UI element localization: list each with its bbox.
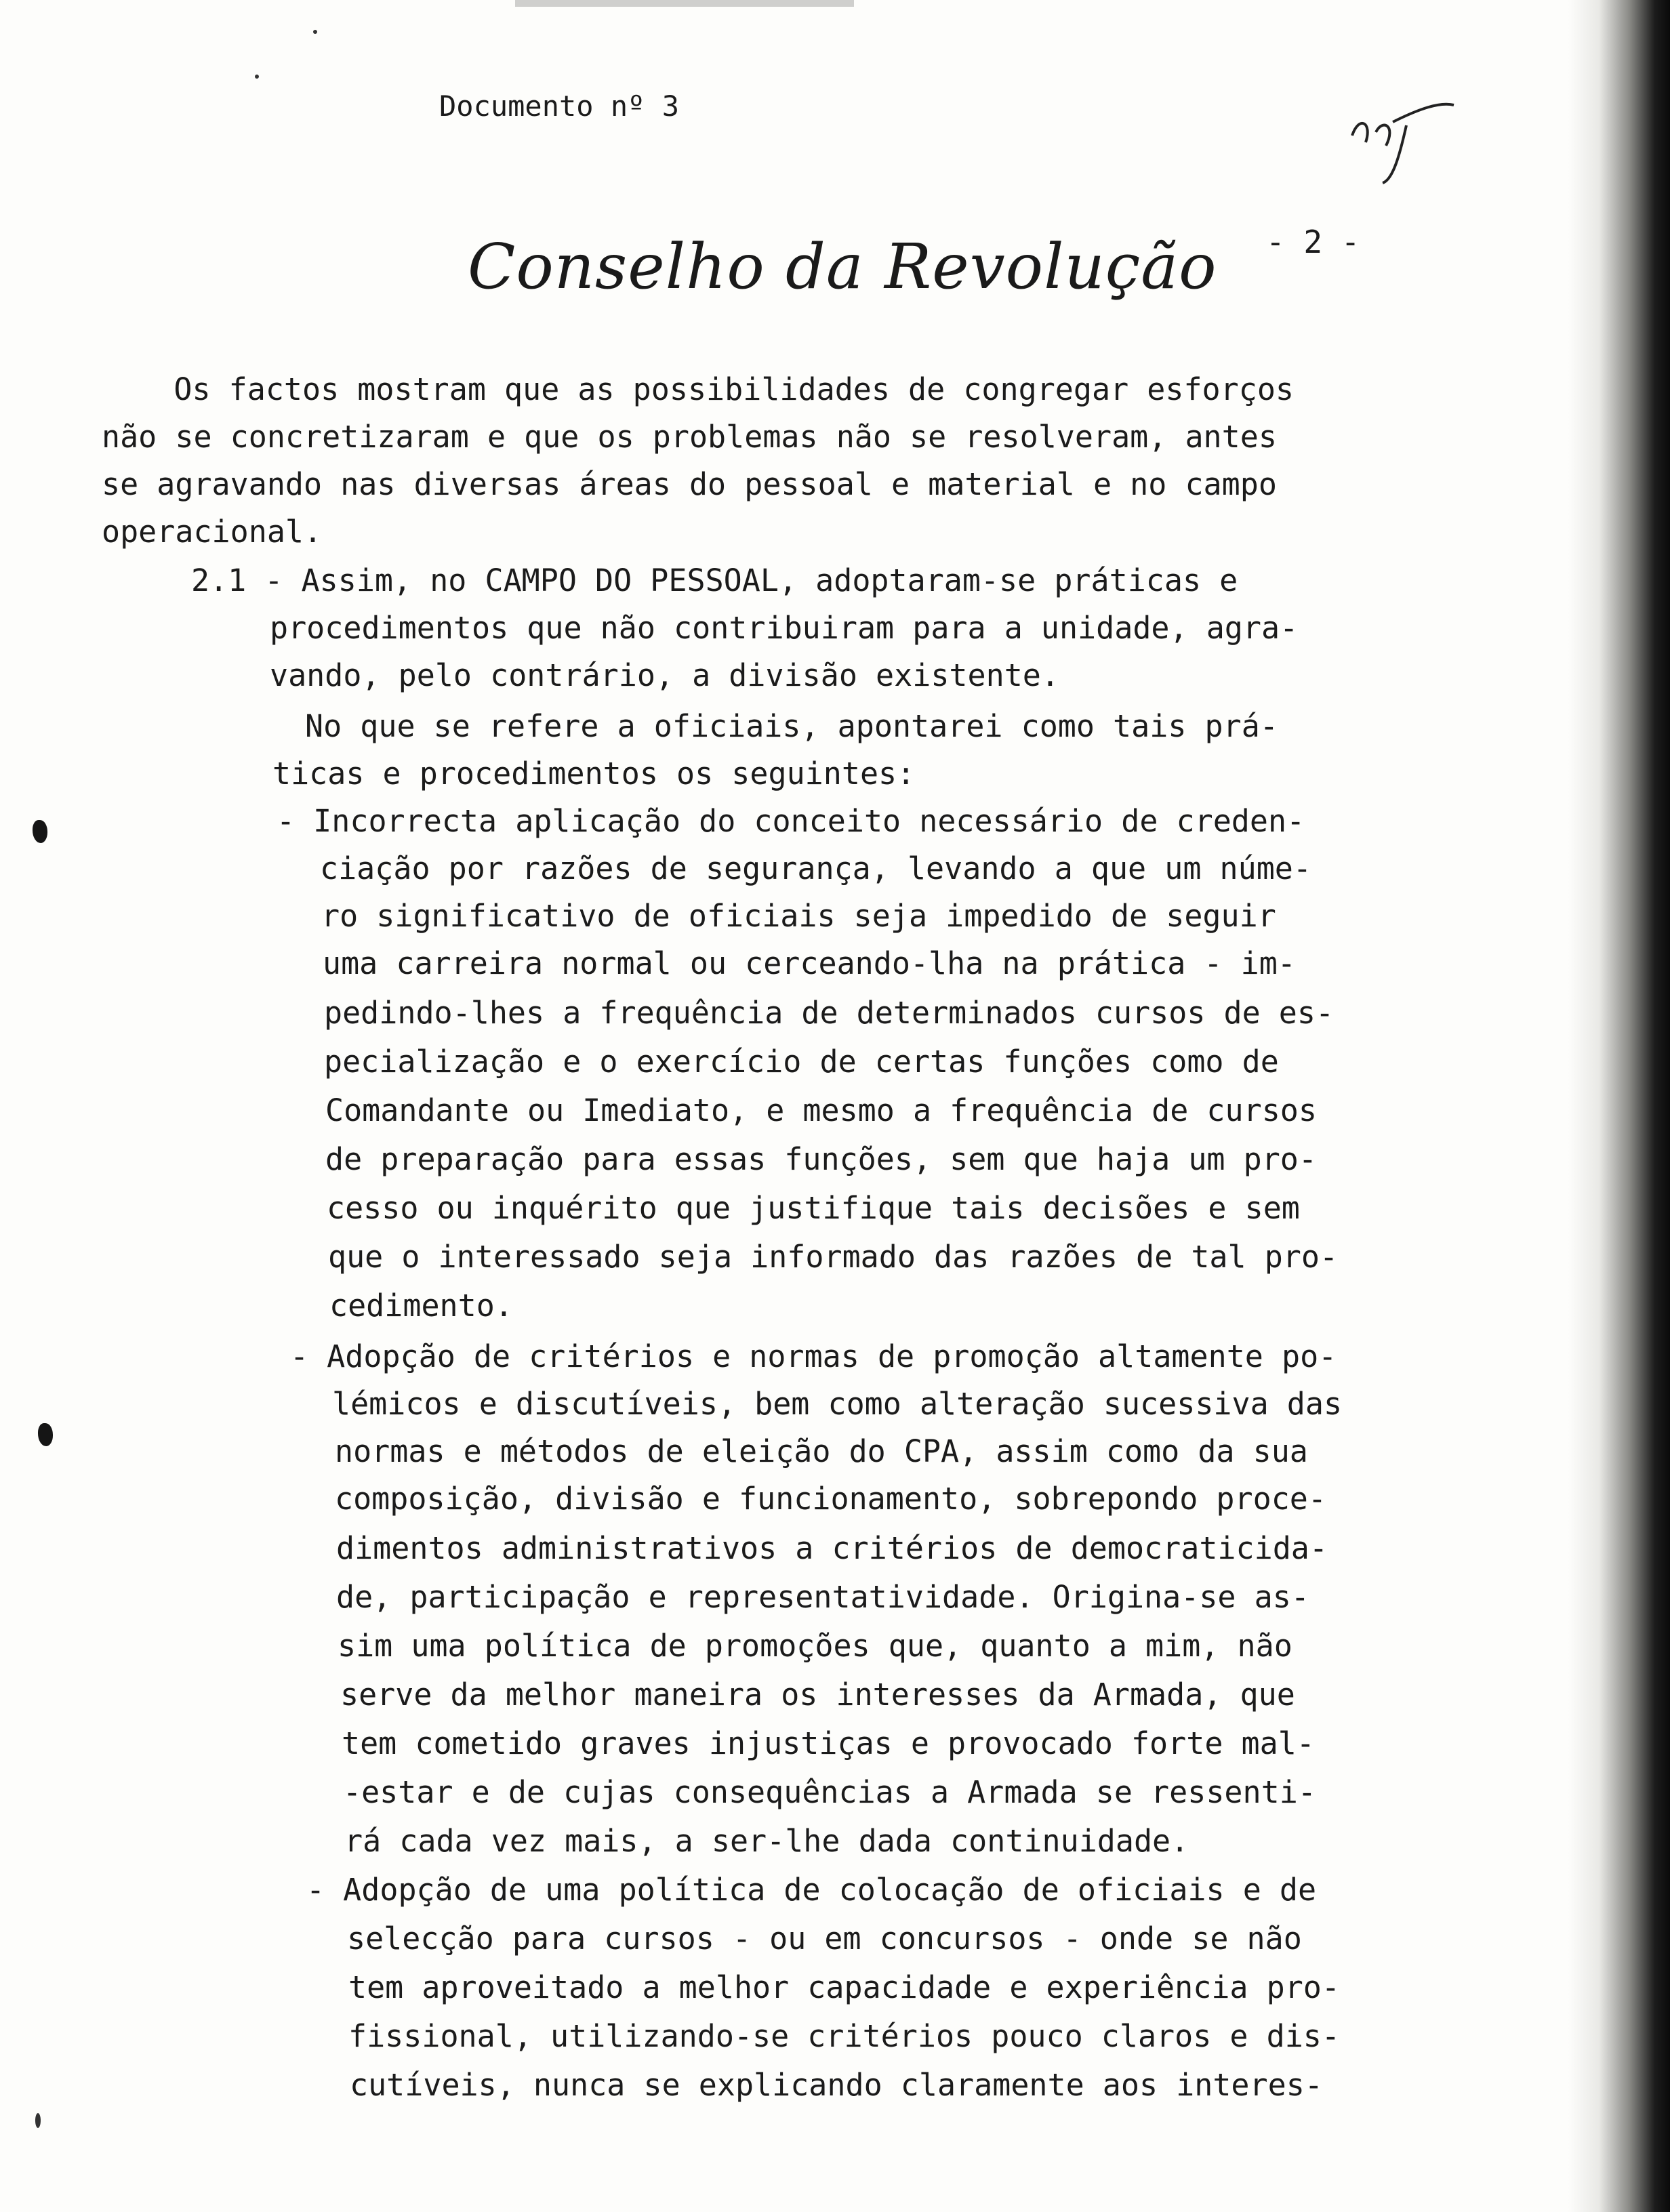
- text-line: No que se refere a oficiais, apontarei como tais prá-: [305, 708, 1278, 744]
- text-line: dimentos administrativos a critérios de democraticida-: [336, 1530, 1328, 1566]
- page-number: - 2 -: [1266, 224, 1360, 260]
- text-line: serve da melhor maneira os interesses da Armada, que: [340, 1677, 1295, 1713]
- handwritten-initials: [1345, 95, 1461, 190]
- text-line: ciação por razões de segurança, levando a que um núme-: [320, 851, 1311, 886]
- text-line: operacional.: [102, 514, 323, 550]
- section-heading-line: 2.1 - Assim, no CAMPO DO PESSOAL, adoptaram-se práticas e: [191, 562, 1238, 598]
- text-line: composição, divisão e funcionamento, sobrepondo proce-: [335, 1481, 1326, 1517]
- text-line: lémicos e discutíveis, bem como alteração sucessiva das: [332, 1386, 1343, 1422]
- text-line: cesso ou inquérito que justifique tais decisões e sem: [327, 1190, 1300, 1226]
- text-line: normas e métodos de eleição do CPA, assim como da sua: [335, 1433, 1308, 1469]
- text-line: pedindo-lhes a frequência de determinados cursos de es-: [324, 995, 1335, 1031]
- text-line: cutíveis, nunca se explicando claramente aos interes-: [350, 2067, 1323, 2103]
- scan-speck: [35, 2113, 41, 2128]
- text-line: tem aproveitado a melhor capacidade e experiência pro-: [348, 1969, 1340, 2005]
- text-line: Os factos mostram que as possibilidades de congregar esforços: [100, 371, 1294, 407]
- text-line: procedimentos que não contribuiram para a unidade, agra-: [270, 610, 1299, 646]
- text-line: ticas e procedimentos os seguintes:: [272, 756, 916, 792]
- text-line: vando, pelo contrário, a divisão existente.: [270, 657, 1059, 693]
- text-line: Comandante ou Imediato, e mesmo a frequência de cursos: [325, 1092, 1317, 1128]
- text-line: cedimento.: [329, 1288, 513, 1324]
- scan-speck: [313, 30, 317, 34]
- margin-punch-mark: [33, 820, 47, 843]
- bullet-line: - Adopção de critérios e normas de promoção altamente po-: [290, 1338, 1337, 1374]
- text-line: de preparação para essas funções, sem que haja um pro-: [325, 1141, 1317, 1177]
- text-line: se agravando nas diversas áreas do pessoal e material e no campo: [102, 466, 1277, 502]
- text-line: tem cometido graves injustiças e provocado forte mal-: [342, 1725, 1315, 1761]
- bullet-line: - Incorrecta aplicação do conceito necessário de creden-: [277, 803, 1305, 839]
- bullet-line: - Adopção de uma política de colocação de oficiais e de: [306, 1872, 1317, 1908]
- text-line: que o interessado seja informado das razões de tal pro-: [328, 1239, 1339, 1275]
- text-line: pecialização e o exercício de certas funções como de: [324, 1044, 1279, 1080]
- text-line: uma carreira normal ou cerceando-lha na prática - im-: [323, 945, 1296, 981]
- text-line: fissional, utilizando-se critérios pouco claros e dis-: [348, 2018, 1340, 2054]
- text-line: selecção para cursos - ou em concursos - onde se não: [347, 1921, 1302, 1957]
- text-line: rá cada vez mais, a ser-lhe dada continuidade.: [344, 1823, 1189, 1859]
- text-line: -estar e de cujas consequências a Armada se ressenti-: [343, 1774, 1316, 1810]
- text-line: de, participação e representatividade. Origina-se as-: [336, 1579, 1309, 1615]
- letterhead: Conselho da Revolução: [468, 230, 1217, 303]
- text-line: sim uma política de promoções que, quanto a mim, não: [338, 1628, 1292, 1664]
- scan-smudge: [515, 0, 854, 7]
- scan-speck: [255, 75, 259, 79]
- margin-punch-mark: [38, 1423, 53, 1446]
- text-line: não se concretizaram e que os problemas não se resolveram, antes: [102, 419, 1277, 455]
- document-number: Documento nº 3: [439, 89, 680, 123]
- scan-edge-shadow: [1568, 0, 1670, 2212]
- text-line: ro significativo de oficiais seja impedido de seguir: [321, 898, 1276, 934]
